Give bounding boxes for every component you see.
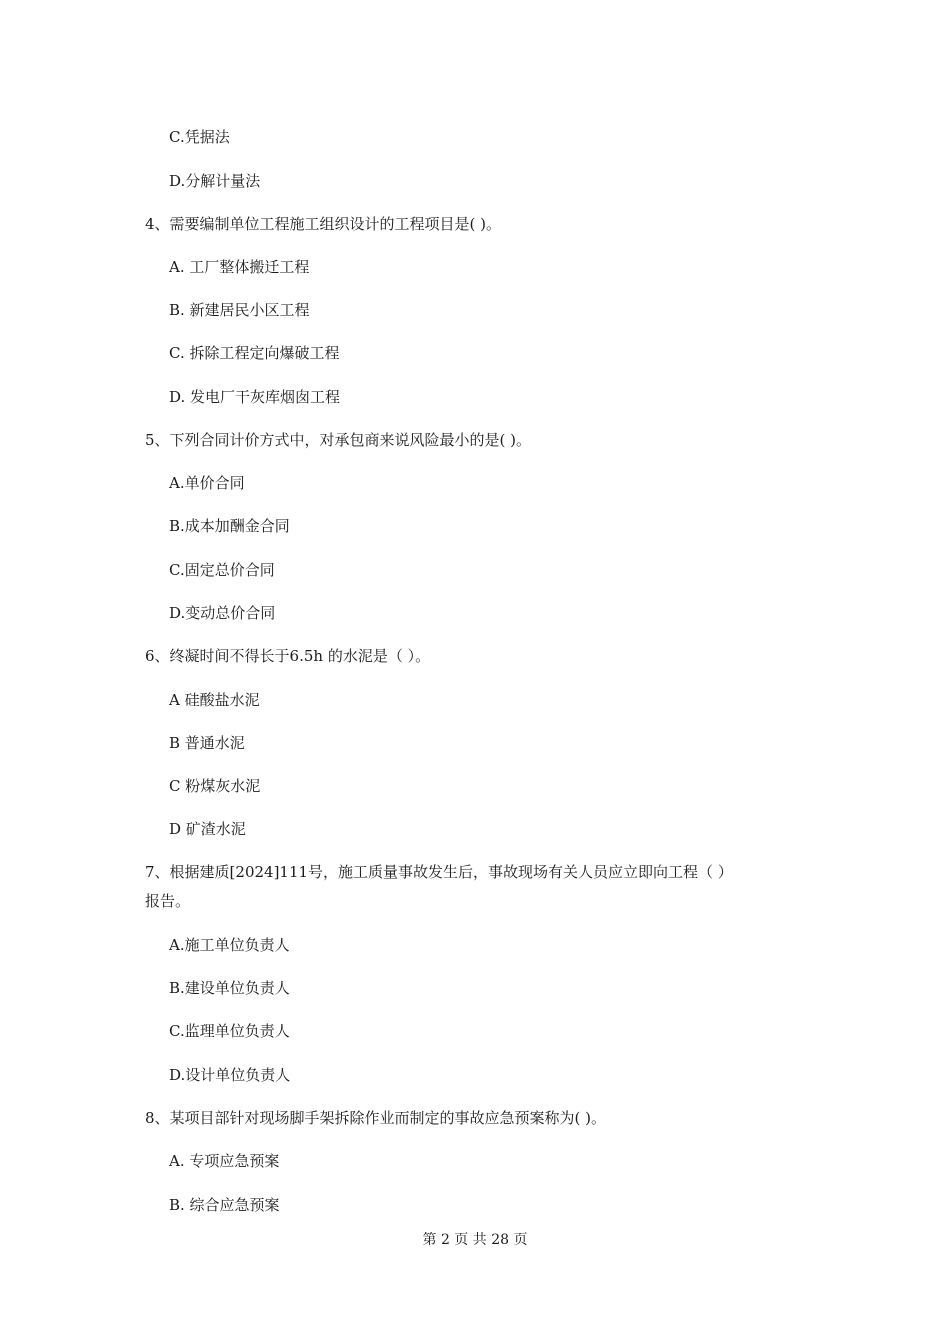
question-line: 8、某项目部针对现场脚手架拆除作业而制定的事故应急预案称为( )。	[145, 1109, 607, 1127]
option-line: B.成本加酬金合同	[169, 517, 290, 535]
question-line: 5、下列合同计价方式中，对承包商来说风险最小的是( )。	[145, 431, 532, 449]
question-line: 7、根据建质[2024]111号，施工质量事故发生后，事故现场有关人员应立即向工程（ ）	[145, 863, 733, 881]
option-line: D. 发电厂干灰库烟囱工程	[169, 388, 341, 406]
option-line: A. 工厂整体搬迁工程	[169, 258, 310, 276]
option-line: B. 综合应急预案	[169, 1196, 280, 1214]
option-line: C.凭据法	[169, 128, 230, 146]
option-line: D.变动总价合同	[169, 604, 276, 622]
option-line: C.固定总价合同	[169, 561, 275, 579]
option-line: B 普通水泥	[169, 734, 245, 752]
option-line: C. 拆除工程定向爆破工程	[169, 344, 340, 362]
option-line: D.分解计量法	[169, 172, 261, 190]
question-line: 4、需要编制单位工程施工组织设计的工程项目是( )。	[145, 215, 502, 233]
option-line: D 矿渣水泥	[169, 820, 246, 838]
option-line: C 粉煤灰水泥	[169, 777, 261, 795]
option-line: D.设计单位负责人	[169, 1066, 291, 1084]
question-line: 6、终凝时间不得长于6.5h 的水泥是（ ）。	[145, 647, 431, 665]
option-line: C.监理单位负责人	[169, 1022, 290, 1040]
option-line: B.建设单位负责人	[169, 979, 290, 997]
page-footer: 第 2 页 共 28 页	[422, 1232, 528, 1248]
option-line: A.施工单位负责人	[169, 936, 290, 954]
option-line: B. 新建居民小区工程	[169, 301, 310, 319]
option-line: A 硅酸盐水泥	[169, 691, 260, 709]
question-line: 报告。	[145, 892, 191, 910]
option-line: A. 专项应急预案	[169, 1152, 280, 1170]
option-line: A.单价合同	[169, 474, 245, 492]
